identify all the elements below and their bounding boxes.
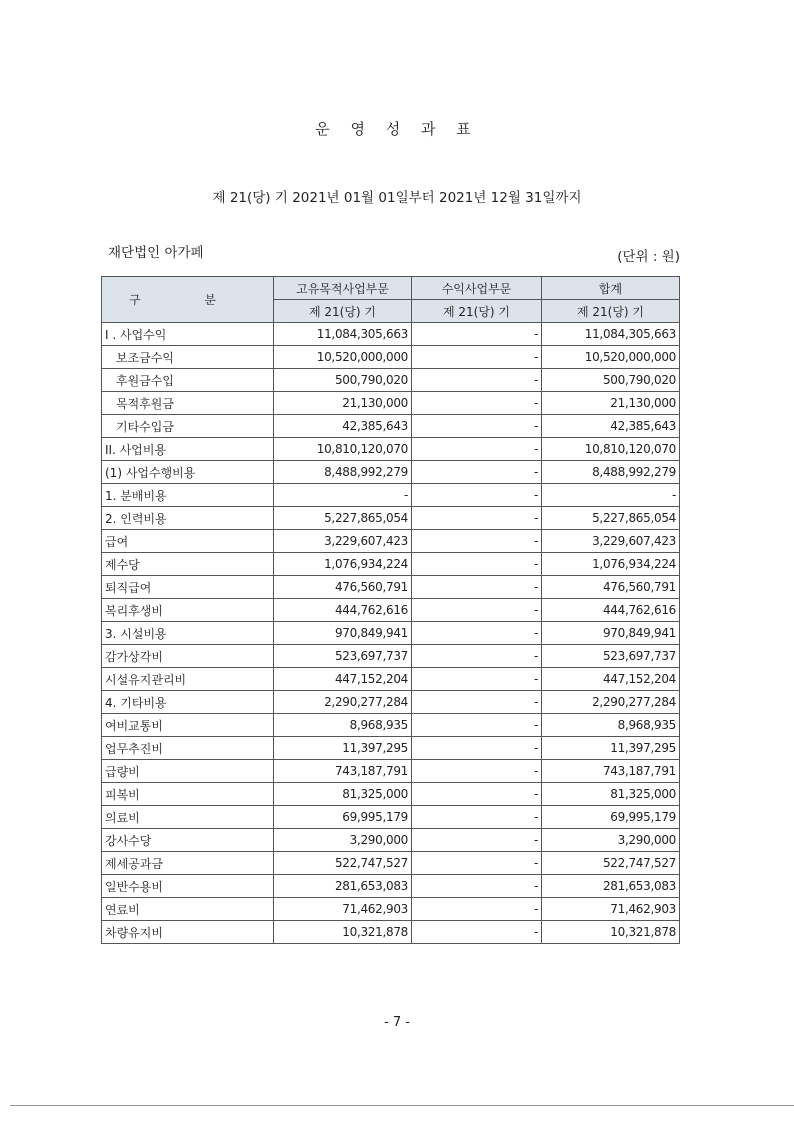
total-amount: 2,290,277,284	[542, 691, 680, 714]
row-label: 보조금수익	[102, 346, 274, 369]
total-amount: 281,653,083	[542, 875, 680, 898]
profit-amount: -	[412, 576, 542, 599]
row-label: 차량유지비	[102, 921, 274, 944]
total-amount: 743,187,791	[542, 760, 680, 783]
row-label: 급량비	[102, 760, 274, 783]
profit-amount: -	[412, 783, 542, 806]
table-row	[102, 806, 680, 829]
total-amount: 522,747,527	[542, 852, 680, 875]
nonprofit-amount: 522,747,527	[274, 852, 412, 875]
nonprofit-amount: 10,810,120,070	[274, 438, 412, 461]
table-row	[102, 415, 680, 438]
table-row	[102, 737, 680, 760]
profit-amount: -	[412, 599, 542, 622]
profit-amount: -	[412, 668, 542, 691]
table-row	[102, 576, 680, 599]
nonprofit-amount: 21,130,000	[274, 392, 412, 415]
total-amount: 11,397,295	[542, 737, 680, 760]
row-label: II. 사업비용	[102, 438, 274, 461]
profit-amount: -	[412, 392, 542, 415]
total-amount: 11,084,305,663	[542, 323, 680, 346]
table-row	[102, 346, 680, 369]
total-amount: 10,520,000,000	[542, 346, 680, 369]
profit-amount: -	[412, 622, 542, 645]
row-label: 연료비	[102, 898, 274, 921]
currency-unit: (단위 : 원)	[617, 249, 680, 265]
profit-amount: -	[412, 346, 542, 369]
header-total: 합계	[542, 277, 680, 300]
total-amount: 81,325,000	[542, 783, 680, 806]
operating-results-table	[101, 276, 680, 944]
table-row	[102, 852, 680, 875]
profit-amount: -	[412, 507, 542, 530]
header-profit-division: 수익사업부문	[412, 277, 542, 300]
row-label: 목적후원금	[102, 392, 274, 415]
document-title: 운 영 성 과 표	[315, 120, 479, 138]
profit-amount: -	[412, 806, 542, 829]
total-amount: 1,076,934,224	[542, 553, 680, 576]
row-label: 제수당	[102, 553, 274, 576]
profit-amount: -	[412, 852, 542, 875]
nonprofit-amount: -	[274, 484, 412, 507]
row-label: 피복비	[102, 783, 274, 806]
nonprofit-amount: 8,968,935	[274, 714, 412, 737]
total-amount: 71,462,903	[542, 898, 680, 921]
total-amount: 3,290,000	[542, 829, 680, 852]
nonprofit-amount: 476,560,791	[274, 576, 412, 599]
row-label: 3. 시설비용	[102, 622, 274, 645]
fiscal-period: 제 21(당) 기 2021년 01월 01일부터 2021년 12월 31일까지	[212, 190, 582, 206]
nonprofit-amount: 3,229,607,423	[274, 530, 412, 553]
profit-amount: -	[412, 323, 542, 346]
table-row	[102, 369, 680, 392]
nonprofit-amount: 444,762,616	[274, 599, 412, 622]
profit-amount: -	[412, 461, 542, 484]
total-amount: 5,227,865,054	[542, 507, 680, 530]
nonprofit-amount: 10,520,000,000	[274, 346, 412, 369]
table-row	[102, 714, 680, 737]
profit-amount: -	[412, 369, 542, 392]
nonprofit-amount: 2,290,277,284	[274, 691, 412, 714]
table-row	[102, 553, 680, 576]
profit-amount: -	[412, 714, 542, 737]
table-row	[102, 461, 680, 484]
profit-amount: -	[412, 438, 542, 461]
table-row	[102, 484, 680, 507]
table-row	[102, 829, 680, 852]
row-label: 여비교통비	[102, 714, 274, 737]
row-label: 시설유지관리비	[102, 668, 274, 691]
row-label: 강사수당	[102, 829, 274, 852]
table-row	[102, 691, 680, 714]
nonprofit-amount: 523,697,737	[274, 645, 412, 668]
nonprofit-amount: 81,325,000	[274, 783, 412, 806]
total-amount: 444,762,616	[542, 599, 680, 622]
total-amount: 21,130,000	[542, 392, 680, 415]
header-total-period: 제 21(당) 기	[542, 300, 680, 323]
nonprofit-amount: 8,488,992,279	[274, 461, 412, 484]
table-row	[102, 645, 680, 668]
total-amount: 500,790,020	[542, 369, 680, 392]
organization-name: 재단법인 아가페	[108, 245, 204, 261]
total-amount: -	[542, 484, 680, 507]
total-amount: 523,697,737	[542, 645, 680, 668]
row-label: 1. 분배비용	[102, 484, 274, 507]
profit-amount: -	[412, 484, 542, 507]
row-label: 급여	[102, 530, 274, 553]
total-amount: 970,849,941	[542, 622, 680, 645]
profit-amount: -	[412, 921, 542, 944]
table-row	[102, 323, 680, 346]
table-body	[102, 323, 680, 944]
profit-amount: -	[412, 760, 542, 783]
total-amount: 69,995,179	[542, 806, 680, 829]
nonprofit-amount: 281,653,083	[274, 875, 412, 898]
total-amount: 8,488,992,279	[542, 461, 680, 484]
header-nonprofit-division: 고유목적사업부문	[274, 277, 412, 300]
profit-amount: -	[412, 530, 542, 553]
nonprofit-amount: 500,790,020	[274, 369, 412, 392]
nonprofit-amount: 1,076,934,224	[274, 553, 412, 576]
table-row	[102, 898, 680, 921]
total-amount: 447,152,204	[542, 668, 680, 691]
table-row	[102, 392, 680, 415]
nonprofit-amount: 11,397,295	[274, 737, 412, 760]
profit-amount: -	[412, 898, 542, 921]
nonprofit-amount: 42,385,643	[274, 415, 412, 438]
row-label: 4. 기타비용	[102, 691, 274, 714]
total-amount: 476,560,791	[542, 576, 680, 599]
header-category: 구 분	[102, 277, 274, 323]
nonprofit-amount: 743,187,791	[274, 760, 412, 783]
row-label: 감가상각비	[102, 645, 274, 668]
row-label: 의료비	[102, 806, 274, 829]
table-row	[102, 668, 680, 691]
table-row	[102, 921, 680, 944]
table-row	[102, 507, 680, 530]
table-row	[102, 875, 680, 898]
row-label: I . 사업수익	[102, 323, 274, 346]
total-amount: 42,385,643	[542, 415, 680, 438]
nonprofit-amount: 5,227,865,054	[274, 507, 412, 530]
total-amount: 8,968,935	[542, 714, 680, 737]
row-label: 2. 인력비용	[102, 507, 274, 530]
table-row	[102, 530, 680, 553]
row-label: (1) 사업수행비용	[102, 461, 274, 484]
profit-amount: -	[412, 737, 542, 760]
row-label: 퇴직급여	[102, 576, 274, 599]
profit-amount: -	[412, 645, 542, 668]
profit-amount: -	[412, 829, 542, 852]
row-label: 후원금수입	[102, 369, 274, 392]
table-row	[102, 438, 680, 461]
profit-amount: -	[412, 691, 542, 714]
table-row	[102, 599, 680, 622]
total-amount: 3,229,607,423	[542, 530, 680, 553]
nonprofit-amount: 970,849,941	[274, 622, 412, 645]
total-amount: 10,810,120,070	[542, 438, 680, 461]
nonprofit-amount: 447,152,204	[274, 668, 412, 691]
table-row	[102, 622, 680, 645]
table-row	[102, 783, 680, 806]
page-number: - 7 -	[384, 1015, 410, 1030]
row-label: 복리후생비	[102, 599, 274, 622]
header-profit-period: 제 21(당) 기	[412, 300, 542, 323]
row-label: 업무추진비	[102, 737, 274, 760]
table-row	[102, 760, 680, 783]
nonprofit-amount: 10,321,878	[274, 921, 412, 944]
profit-amount: -	[412, 875, 542, 898]
profit-amount: -	[412, 553, 542, 576]
profit-amount: -	[412, 415, 542, 438]
row-label: 일반수용비	[102, 875, 274, 898]
row-label: 기타수입금	[102, 415, 274, 438]
bottom-rule	[10, 1105, 794, 1106]
header-nonprofit-period: 제 21(당) 기	[274, 300, 412, 323]
nonprofit-amount: 71,462,903	[274, 898, 412, 921]
nonprofit-amount: 69,995,179	[274, 806, 412, 829]
row-label: 제세공과금	[102, 852, 274, 875]
total-amount: 10,321,878	[542, 921, 680, 944]
nonprofit-amount: 3,290,000	[274, 829, 412, 852]
nonprofit-amount: 11,084,305,663	[274, 323, 412, 346]
